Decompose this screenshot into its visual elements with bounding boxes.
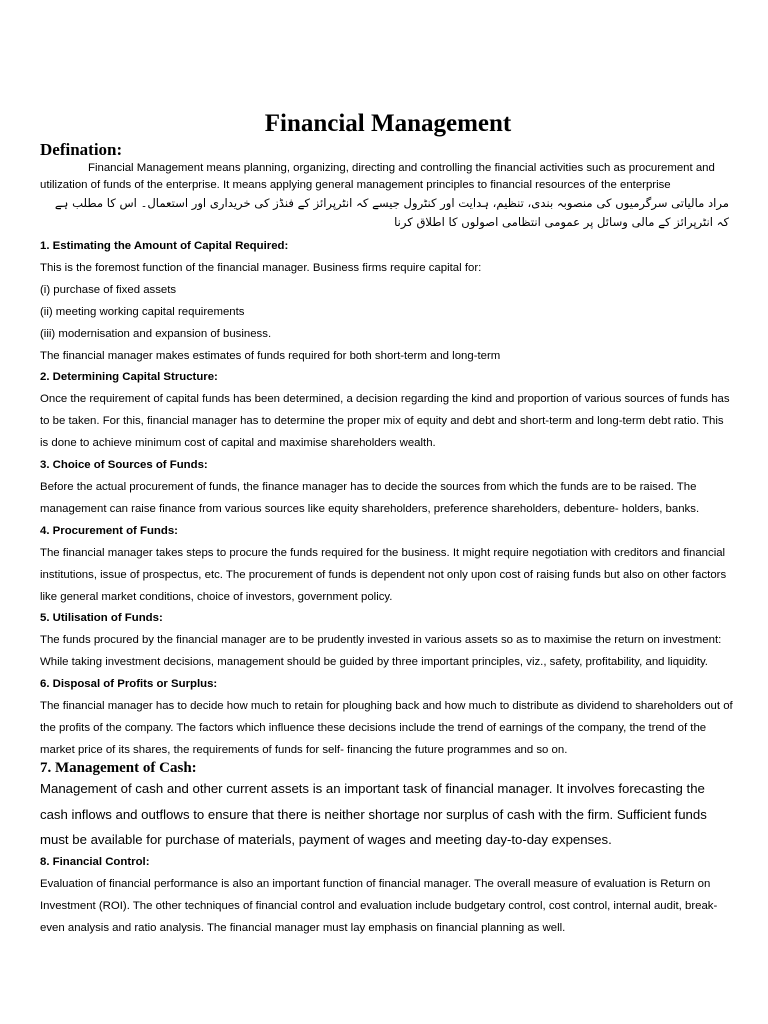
- section-6-text: The financial manager has to decide how much to retain for ploughing back and how much to distribute as dividend to shareholders out of the profits of the company. The factors which influence these decisions include the trend of earnings of the company, the trend of the market price of its shares, the requirements of funds for self- financing the future programmes and so on.: [40, 700, 733, 756]
- section-1-heading: 1. Estimating the Amount of Capital Required:: [40, 240, 289, 252]
- page-title: Financial Management: [264, 110, 512, 137]
- section-4-heading: 4. Procurement of Funds:: [40, 524, 178, 537]
- definition-heading: Defination:: [40, 140, 123, 159]
- section-8-heading: 8. Financial Control:: [40, 856, 150, 868]
- section-1-line: (ii) meeting working capital requirements: [40, 305, 245, 318]
- financial-control-section: [40, 852, 734, 940]
- section-4-text: The financial manager takes steps to procure the funds required for the business. It might require negotiation with creditors and financial institutions, issue of prospectus, etc. The procurement of funds is dependent not only upon cost of raising funds but also on other factors like general market conditions, choice of investors, government policy.: [40, 546, 727, 603]
- section-6-heading: 6. Disposal of Profits or Surplus:: [40, 678, 218, 691]
- section-5-heading: 5. Utilisation of Funds:: [40, 612, 163, 625]
- section-7-text: Management of cash and other current assets is an important task of financial manager. It involves forecasting the cash inflows and outflows to ensure that there is neither shortage nor surplus of cash with the firm. Sufficient funds must be available for purchase of materials, payment of wages and meeting day-to-day expenses.: [40, 781, 707, 847]
- section-1-line: (i) purchase of fixed assets: [40, 283, 177, 296]
- section-3-text: Before the actual procurement of funds, the finance manager has to decide the sources from which the funds are to be raised. The management can raise finance from various sources like equity shareholders, preference shareholders, debenture- holders, banks.: [40, 480, 700, 515]
- definition-text: Financial Management means planning, organizing, directing and controlling the financial activities such as procurement and utilization of funds of the enterprise. It means applying general management principles to financial resources of the enterprise: [40, 162, 715, 191]
- section-1-line: (iii) modernisation and expansion of business.: [40, 327, 272, 340]
- section-2-heading: 2. Determining Capital Structure:: [40, 371, 218, 384]
- definition-urdu-text: مراد مالیاتی سرگرمیوں کی منصوبہ بندی، تنظیم، ہدایت اور کنٹرول جیسے کہ انٹرپرائز کے فنڈز کی خریداری اور استعمال۔ اس کا مطلب ہے کہ انٹرپرائز کے مالی وسائل پر عمومی انتظامی اصولوں کا اطلاق کرنا: [54, 196, 729, 229]
- functions-list: [40, 236, 734, 762]
- section-1-line: This is the foremost function of the financial manager. Business firms require capital for:: [40, 261, 482, 274]
- section-5-text: The funds procured by the financial manager are to be prudently invested in various assets so as to maximise the return on investment: While taking investment decisions, management should be guided by three important principles, viz., safety, profitability, and liquidity.: [40, 634, 722, 669]
- section-7-heading: 7. Management of Cash:: [40, 760, 197, 776]
- section-3-heading: 3. Choice of Sources of Funds:: [40, 459, 208, 472]
- section-8-text: Evaluation of financial performance is also an important function of financial manager. The overall measure of evaluation is Return on Investment (ROI). The other techniques of financial control and evaluation include budgetary control, cost control, internal audit, break-even analysis and ratio analysis. The financial manager must lay emphasis on financial planning as well.: [40, 877, 718, 934]
- section-1-line: The financial manager makes estimates of funds required for both short-term and long-term: [40, 349, 501, 362]
- section-2-text: Once the requirement of capital funds has been determined, a decision regarding the kind and proportion of various sources of funds has to be taken. For this, financial manager has to determine the proper mix of equity and debt and short-term and long-term debt ratio. This is done to achieve minimum cost of capital and maximise shareholders wealth.: [40, 393, 730, 450]
